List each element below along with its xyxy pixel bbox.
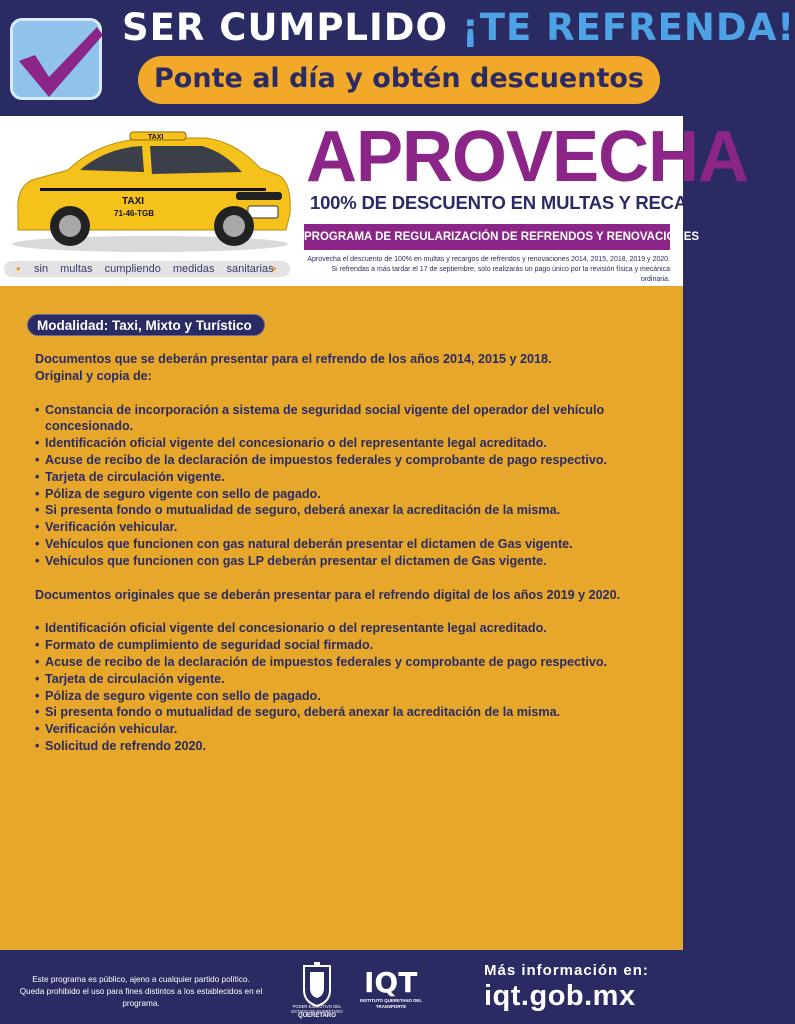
- list-item: • Vehículos que funcionen con gas natural deberán presentar el dictamen de Gas vigente.: [35, 536, 655, 553]
- requirements-list-2: [35, 620, 655, 754]
- header: [0, 0, 795, 116]
- discount-text: 100% DE DESCUENTO EN MULTAS Y RECARGOS: [310, 192, 741, 213]
- fine-print-line: Si refrendas a más tardar el 17 de septiembre, solo realizarás un pago único por la revisión física y mecánica ordinaria.: [331, 266, 670, 283]
- banner: [0, 116, 749, 286]
- iqt-mark: IQT: [364, 966, 418, 999]
- iqt-logo-icon: [364, 966, 420, 999]
- seal-name: QUERÉTARO: [298, 1013, 336, 1019]
- aprovecha-title: APROVECHA: [306, 117, 749, 197]
- intro-text: Documentos que se deberán presentar para el refrendo de los años 2014, 2015 y 2018.: [35, 352, 552, 366]
- check-mark-icon: [13, 21, 105, 103]
- list-item: • Solicitud de refrendo 2020.: [35, 738, 655, 755]
- footer: [0, 950, 683, 1024]
- subheadline-pill: Ponte al día y obtén descuentos: [138, 56, 660, 104]
- taxi-door-label: TAXI: [122, 196, 145, 207]
- list-item: • Vehículos que funcionen con gas LP deberán presentar el dictamen de Gas vigente.: [35, 553, 655, 570]
- headline-white: SER CUMPLIDO: [122, 6, 448, 49]
- list-item: • Acuse de recibo de la declaración de impuestos federales y comprobante de pago respectivo.: [35, 452, 655, 469]
- fine-print: [304, 255, 670, 285]
- list-item: • Póliza de seguro vigente con sello de pagado.: [35, 688, 655, 705]
- taxi-roof-label: TAXI: [148, 134, 164, 141]
- list-item: • Tarjeta de circulación vigente.: [35, 671, 655, 688]
- list-item: • Formato de cumplimiento de seguridad social firmado.: [35, 637, 655, 654]
- list-item: • Acuse de recibo de la declaración de impuestos federales y comprobante de pago respectivo.: [35, 654, 655, 671]
- requirements-content: [35, 351, 655, 755]
- list-item: • Póliza de seguro vigente con sello de pagado.: [35, 486, 655, 503]
- taxi-door-plate: 71-46-TGB: [114, 209, 155, 218]
- seal-text: PODER EJECUTIVO DEL ESTADO DE QUERÉTARO: [291, 1004, 343, 1014]
- disclaimer-line: Este programa es público, ajeno a cualquier partido político.: [32, 975, 250, 984]
- taxi-car-image: [10, 126, 294, 256]
- list-item: • Identificación oficial vigente del concesionario o del representante legal acreditado.: [35, 620, 655, 637]
- slogan-pill: [4, 261, 290, 277]
- iqt-name: INSTITUTO QUERETANO DEL TRANSPORTE: [359, 998, 423, 1009]
- list-item: • Si presenta fondo o mutualidad de seguro, deberá anexar la acreditación de la misma.: [35, 704, 655, 721]
- website-url: iqt.gob.mx: [484, 980, 636, 1012]
- list-item: • Si presenta fondo o mutualidad de seguro, deberá anexar la acreditación de la misma.: [35, 502, 655, 519]
- checkbox-check-icon: [10, 18, 102, 100]
- slogan-text: sin multas cumpliendo medidas sanitarias: [34, 263, 274, 275]
- list-item: • Verificación vehicular.: [35, 519, 655, 536]
- disclaimer: [18, 974, 264, 1010]
- intro-text: Original y copia de:: [35, 368, 152, 383]
- intro-text: Documentos originales que se deberán presentar para el refrendo digital de los años 2019 y 2020.: [35, 587, 621, 602]
- seal-caption: [288, 1004, 346, 1019]
- bullet-dot-icon: •: [16, 261, 21, 276]
- list-item: • Identificación oficial vigente del concesionario o del representante legal acreditado.: [35, 435, 655, 452]
- list-item: • Constancia de incorporación a sistema de seguridad social vigente del operador del vehículo concesionado.: [35, 402, 655, 436]
- headline-blue: ¡TE REFRENDA!: [461, 6, 795, 49]
- list-item: • Tarjeta de circulación vigente.: [35, 469, 655, 486]
- disclaimer-line: Queda prohibido el uso para fines distintos a los establecidos en el programa.: [19, 987, 263, 1008]
- requirements-list-1: [35, 402, 655, 570]
- headline: [122, 6, 795, 49]
- fine-print-line: Aprovecha el descuento de 100% en multas y recargos de refrendos y renovaciones 2014, 2015, 2018, 2019 y 2020.: [307, 256, 670, 263]
- modality-badge: Modalidad: Taxi, Mixto y Turístico: [27, 314, 265, 336]
- program-bar: PROGRAMA DE REGULARIZACIÓN DE REFRENDOS Y RENOVACIONES: [304, 224, 670, 250]
- bullet-dot-icon: •: [272, 261, 277, 276]
- list-item: • Verificación vehicular.: [35, 721, 655, 738]
- more-info-label: Más información en:: [484, 962, 649, 979]
